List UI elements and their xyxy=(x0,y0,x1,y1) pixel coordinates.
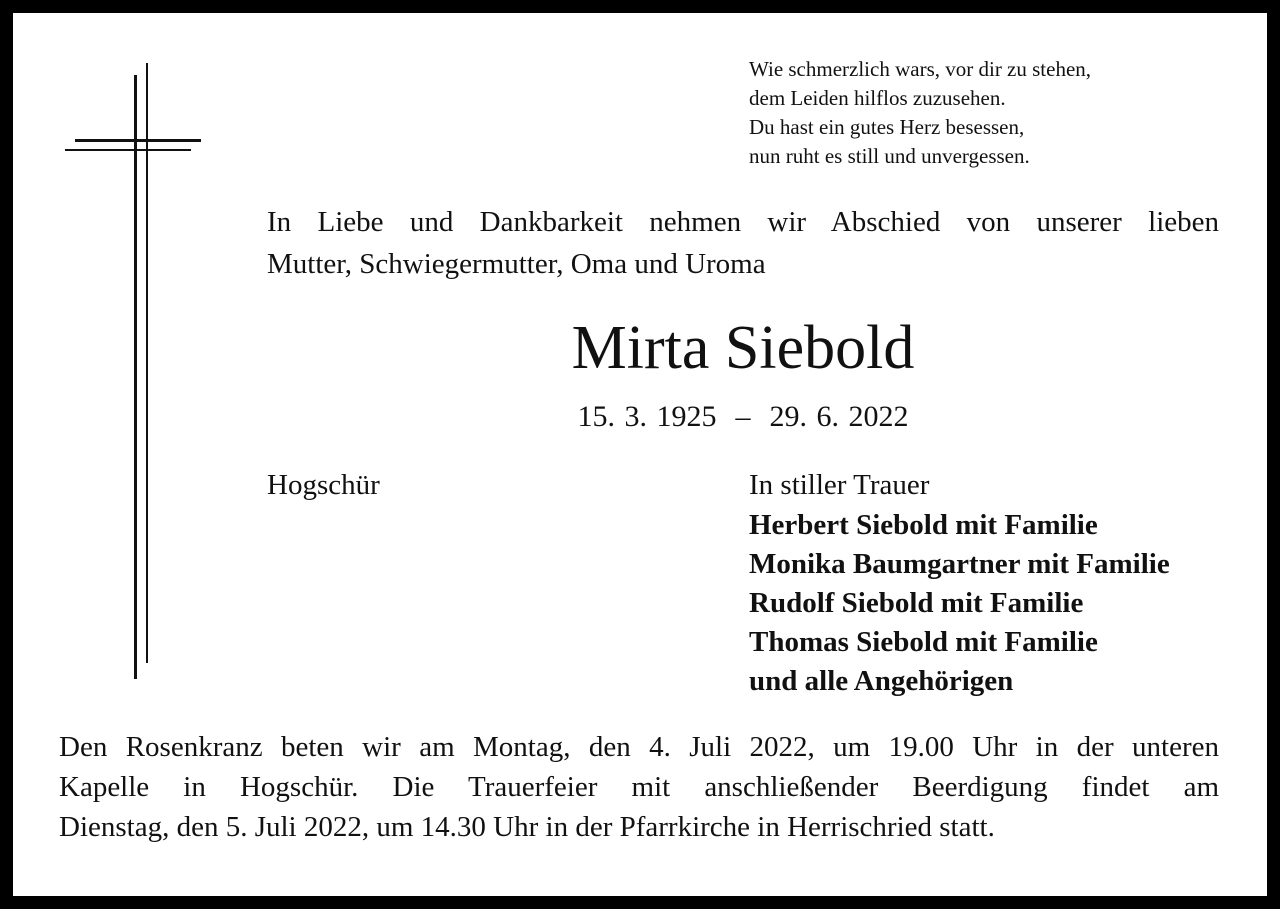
deceased-name: Mirta Siebold xyxy=(571,314,915,382)
intro-text xyxy=(267,201,1219,285)
mourner-family: Rudolf Siebold mit Familie xyxy=(749,587,1084,619)
poem-line: nun ruht es still und unvergessen. xyxy=(749,144,1030,168)
life-dates: 15. 3. 1925 – 29. 6. 2022 xyxy=(577,400,909,433)
service-line: Den Rosenkranz beten wir am Montag, den 4. Juli 2022, um 19.00 Uhr in der unteren xyxy=(59,731,1219,763)
cross-horizontal-beam xyxy=(75,139,201,142)
mourners-block xyxy=(749,467,1170,701)
poem-line: dem Leiden hilflos zuzusehen. xyxy=(749,86,1006,110)
mourner-family: Monika Baumgartner mit Familie xyxy=(749,548,1170,580)
intro-line: In Liebe und Dankbarkeit nehmen wir Abschied von unserer lieben xyxy=(267,206,1219,238)
service-line: Dienstag, den 5. Juli 2022, um 14.30 Uhr in der Pfarrkirche in Herrischried statt. xyxy=(59,811,995,843)
service-line: Kapelle in Hogschür. Die Trauerfeier mit anschließender Beerdigung findet am xyxy=(59,771,1219,803)
poem xyxy=(749,55,1091,171)
mourner-family: Thomas Siebold mit Familie xyxy=(749,626,1098,658)
place-name: Hogschür xyxy=(267,469,380,501)
cross-horizontal-beam-thin xyxy=(65,149,191,151)
mourner-family: und alle Angehörigen xyxy=(749,665,1014,697)
intro-line: Mutter, Schwiegermutter, Oma und Uroma xyxy=(267,248,766,280)
cross-vertical-beam xyxy=(134,75,137,679)
cross-vertical-beam-thin xyxy=(146,63,148,663)
poem-line: Wie schmerzlich wars, vor dir zu stehen, xyxy=(749,57,1092,81)
service-details xyxy=(59,727,1219,847)
mourners-heading: In stiller Trauer xyxy=(749,469,930,501)
poem-line: Du hast ein gutes Herz besessen, xyxy=(749,115,1025,139)
obituary-notice xyxy=(13,13,1267,896)
mourner-family: Herbert Siebold mit Familie xyxy=(749,509,1098,541)
